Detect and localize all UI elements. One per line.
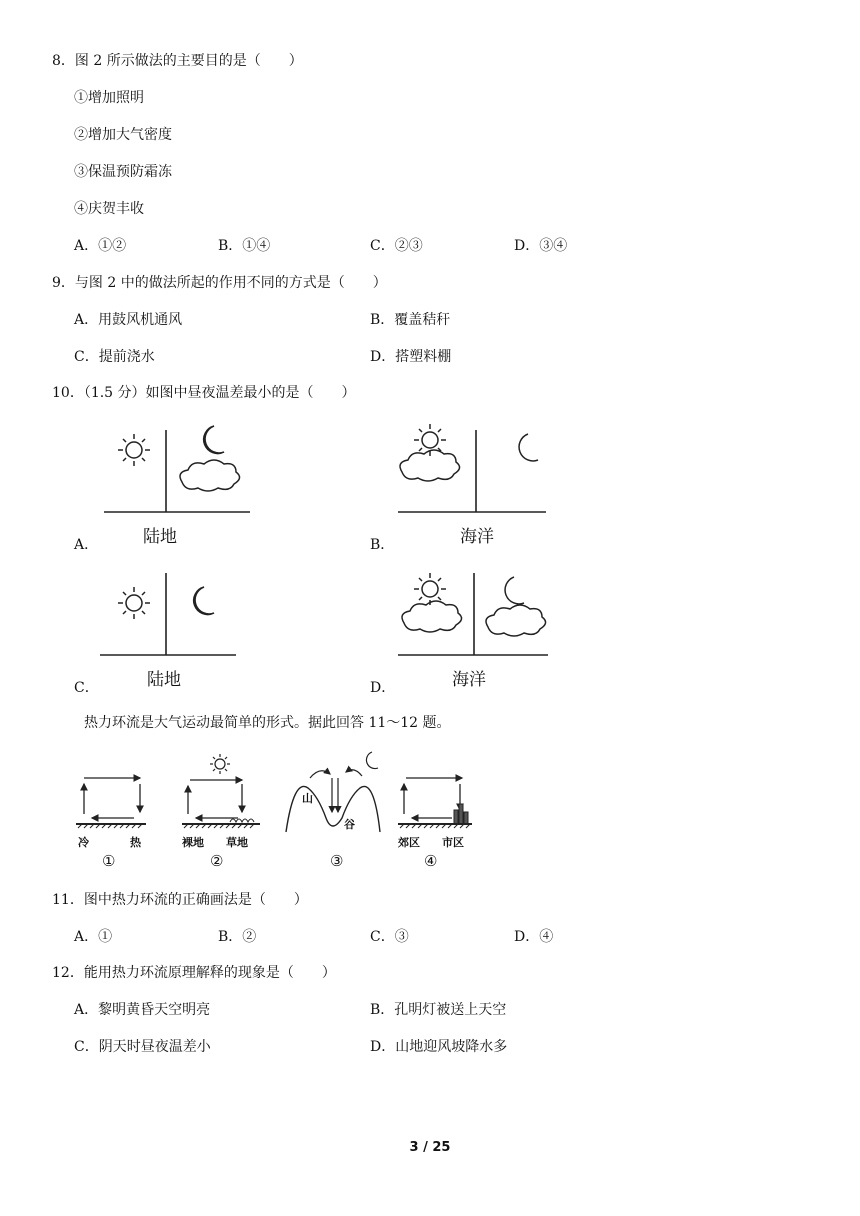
cloud-icon [402, 601, 462, 632]
grass-icon [230, 819, 254, 822]
panel-4-number: ④ [424, 852, 438, 870]
q12-option-b[interactable]: B．孔明灯被送上天空 [370, 1002, 507, 1018]
q12-option-d[interactable]: D．山地迎风坡降水多 [370, 1039, 508, 1055]
panel-2-number: ② [210, 852, 224, 870]
moon-icon [194, 587, 214, 615]
q12-option-c[interactable]: C．阴天时昼夜温差小 [74, 1039, 211, 1055]
q9-option-d[interactable]: D．搭塑料棚 [370, 349, 452, 365]
moon-icon [366, 752, 378, 769]
sun-icon [118, 587, 150, 619]
sun-icon [210, 754, 230, 774]
panel-1-label-left: 冷 [78, 836, 89, 849]
cloud-icon [486, 605, 546, 636]
sun-icon [118, 434, 150, 466]
q8-item-1: ①增加照明 [74, 90, 144, 106]
q8-option-c[interactable]: C．②③ [370, 238, 423, 254]
q11-option-a[interactable]: A．① [74, 929, 113, 945]
sun-icon [414, 573, 446, 605]
q12-option-a[interactable]: A．黎明黄昏天空明亮 [74, 1002, 211, 1018]
mountain-valley-outline [286, 786, 380, 832]
q9-stem: 9．与图 2 中的做法所起的作用不同的方式是（ ） [52, 275, 387, 291]
arrow-curve-right [346, 770, 362, 776]
q11-option-b[interactable]: B．② [218, 929, 257, 945]
circulation-panel-1[interactable] [74, 770, 154, 830]
circulation-panel-3[interactable] [284, 748, 384, 838]
panel-4-label-right: 市区 [442, 836, 464, 849]
figure-d-letter: D． [370, 680, 396, 696]
panel-2-label-left: 裸地 [182, 836, 204, 849]
figure-a[interactable] [104, 420, 254, 520]
cloud-icon [180, 460, 240, 491]
panel-2-label-right: 草地 [226, 836, 248, 849]
q10-stem: 10．（1.5 分）如图中昼夜温差最小的是（ ） [52, 385, 356, 401]
moon-icon [505, 577, 524, 604]
q12-stem: 12．能用热力环流原理解释的现象是（ ） [52, 965, 336, 981]
panel-1-label-right: 热 [130, 836, 141, 849]
q9-option-b[interactable]: B．覆盖秸秆 [370, 312, 451, 328]
q8-option-a[interactable]: A．①② [74, 238, 127, 254]
figure-c-letter: C． [74, 680, 99, 696]
figure-b-letter: B． [370, 537, 395, 553]
q11-option-d[interactable]: D．④ [514, 929, 554, 945]
moon-icon [519, 434, 538, 461]
page-number: 3 / 25 [409, 1140, 451, 1155]
intro-text: 热力环流是大气运动最简单的形式。据此回答 11～12 题。 [84, 715, 451, 731]
q8-stem: 8．图 2 所示做法的主要目的是（ ） [52, 53, 303, 69]
panel-4-label-left: 郊区 [398, 836, 420, 849]
q9-option-c[interactable]: C．提前浇水 [74, 349, 155, 365]
moon-icon [204, 426, 224, 454]
panel-3-number: ③ [330, 852, 344, 870]
figure-d-label: 海洋 [452, 670, 486, 690]
q8-item-4: ④庆贺丰收 [74, 201, 144, 217]
figure-a-letter: A． [74, 537, 99, 553]
figure-a-label: 陆地 [143, 527, 177, 547]
circulation-panel-2[interactable] [180, 754, 270, 830]
figure-b[interactable] [398, 420, 548, 520]
figure-c-label: 陆地 [147, 670, 181, 690]
arrow-curve-left [310, 771, 330, 778]
circulation-panel-4[interactable] [396, 770, 482, 832]
q11-stem: 11．图中热力环流的正确画法是（ ） [52, 892, 308, 908]
q8-item-2: ②增加大气密度 [74, 127, 172, 143]
figure-b-label: 海洋 [460, 527, 494, 547]
q11-option-c[interactable]: C．③ [370, 929, 409, 945]
panel-3-label-valley: 谷 [344, 818, 355, 831]
q8-item-3: ③保温预防霜冻 [74, 164, 172, 180]
figure-d[interactable] [398, 563, 558, 663]
panel-1-number: ① [102, 852, 116, 870]
buildings-icon [454, 804, 468, 824]
q8-option-b[interactable]: B．①④ [218, 238, 271, 254]
q8-option-d[interactable]: D．③④ [514, 238, 568, 254]
panel-3-label-mountain: 山 [302, 792, 313, 805]
figure-c[interactable] [100, 563, 250, 663]
q9-option-a[interactable]: A．用鼓风机通风 [74, 312, 183, 328]
